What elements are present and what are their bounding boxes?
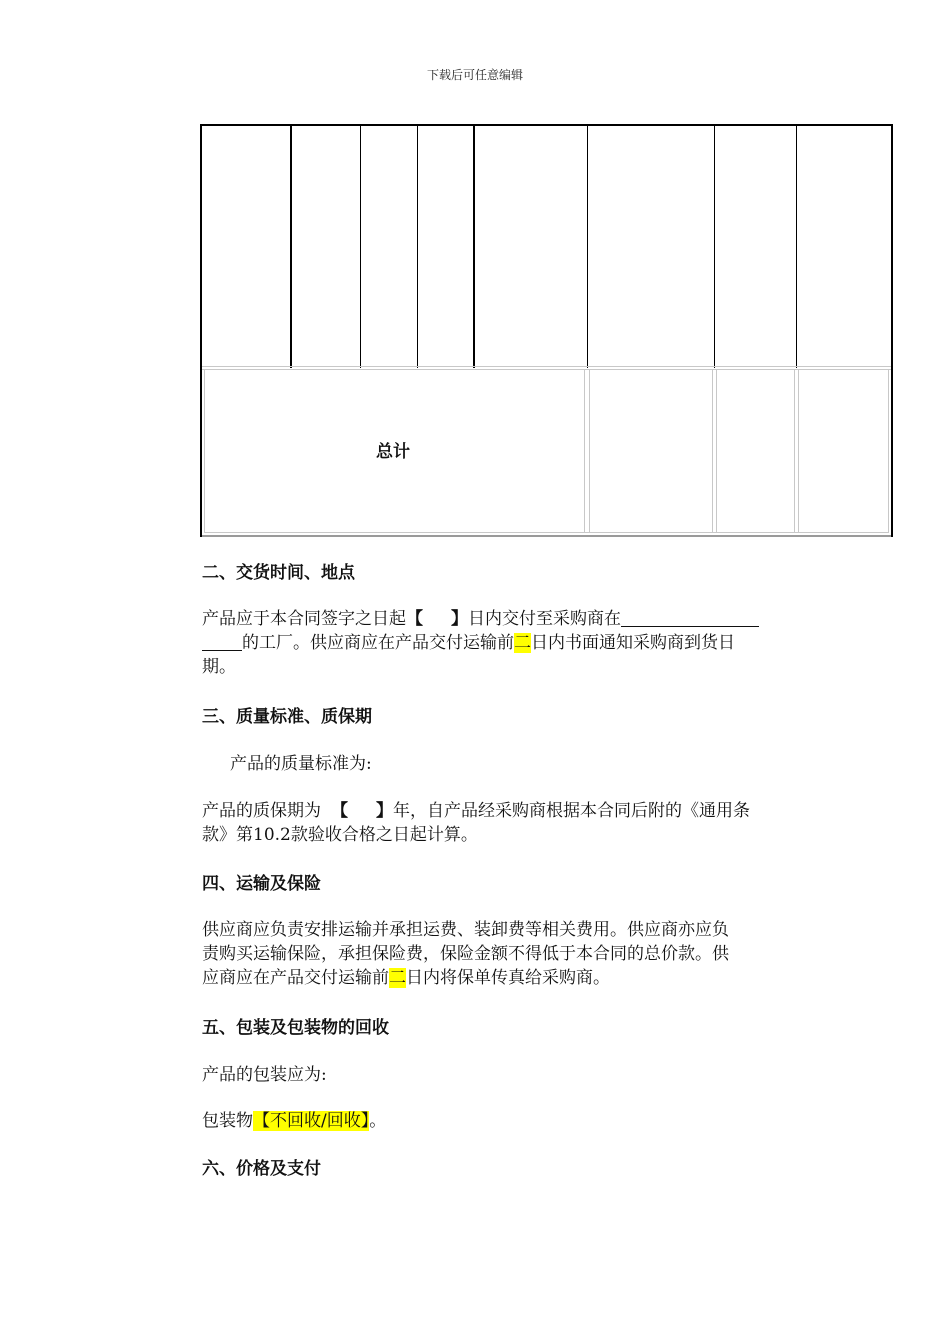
warranty-line-2: 款》第10.2款验收合格之日起计算。 xyxy=(202,825,478,845)
column-divider xyxy=(473,124,475,368)
column-divider xyxy=(290,124,292,368)
transport-line-3 xyxy=(202,966,802,990)
table-bottom-border xyxy=(202,535,891,537)
total-cell-border xyxy=(716,369,717,533)
packaging-text: 。 xyxy=(369,1111,387,1131)
transport-text: 日内将保单传真给采购商。 xyxy=(406,968,610,988)
table-right-border xyxy=(891,124,893,537)
column-divider xyxy=(587,124,588,368)
packaging-line-2 xyxy=(202,1109,802,1133)
total-label: 总计 xyxy=(376,442,410,462)
delivery-text: 的工厂。供应商应在产品交付运输前 xyxy=(242,633,514,653)
highlight-days: 二 xyxy=(514,633,531,653)
section-heading-transport: 四、运输及保险 xyxy=(202,874,321,894)
column-divider xyxy=(417,124,418,368)
section-heading-delivery: 二、交货时间、地点 xyxy=(202,563,355,583)
transport-line-1: 供应商应负责安排运输并承担运费、装卸费等相关费用。供应商亦应负 xyxy=(202,920,729,940)
delivery-line-1 xyxy=(202,607,802,631)
bracket-open: 【 xyxy=(331,801,348,821)
delivery-paragraph xyxy=(202,607,802,679)
total-cell-border xyxy=(794,369,795,533)
transport-text: 应商应在产品交付运输前 xyxy=(202,968,389,988)
row-divider xyxy=(202,369,891,370)
total-cell-border xyxy=(584,369,585,533)
total-cell-border xyxy=(204,369,205,533)
page-header: 下载后可任意编辑 xyxy=(426,68,523,82)
row-divider xyxy=(202,366,891,367)
highlight-days: 二 xyxy=(389,968,406,988)
table-top-border xyxy=(200,124,893,126)
delivery-text: 产品应于本合同签字之日起 xyxy=(202,609,406,629)
column-divider xyxy=(714,124,715,368)
highlight-recycle-option: 【不回收/回收】 xyxy=(253,1111,370,1131)
column-divider xyxy=(796,124,797,368)
transport-paragraph xyxy=(202,918,802,990)
quality-standard: 产品的质量标准为: xyxy=(230,754,372,774)
delivery-line-3: 期。 xyxy=(202,657,236,677)
bracket-close: 】 xyxy=(376,801,393,821)
section-heading-packaging: 五、包装及包装物的回收 xyxy=(202,1018,389,1038)
location-blank-cont xyxy=(202,633,242,651)
product-table xyxy=(200,124,893,537)
total-cell-border xyxy=(712,369,713,533)
column-divider xyxy=(360,124,361,368)
table-left-border xyxy=(200,124,202,537)
transport-line-2: 责购买运输保险，承担保险费，保险金额不得低于本合同的总价款。供 xyxy=(202,944,729,964)
warranty-paragraph xyxy=(202,799,802,847)
total-row-bottom xyxy=(204,532,889,533)
packaging-line-1: 产品的包装应为: xyxy=(202,1065,327,1085)
section-heading-quality: 三、质量标准、质保期 xyxy=(202,707,372,727)
delivery-line-2 xyxy=(202,631,802,655)
warranty-text: 产品的质保期为 xyxy=(202,801,321,821)
delivery-text: 日内交付至采购商在 xyxy=(468,609,621,629)
total-cell-border xyxy=(589,369,590,533)
total-cell-border xyxy=(798,369,799,533)
delivery-text: 日内书面通知采购商到货日 xyxy=(531,633,735,653)
bracket-open: 【 xyxy=(406,609,423,629)
location-blank xyxy=(621,609,759,627)
warranty-text: 年，自产品经采购商根据本合同后附的《通用条 xyxy=(393,801,750,821)
total-cell-border xyxy=(888,369,889,533)
packaging-text: 包装物 xyxy=(202,1111,253,1131)
section-heading-price: 六、价格及支付 xyxy=(202,1159,321,1179)
warranty-line-1 xyxy=(202,799,802,823)
bracket-close: 】 xyxy=(451,609,468,629)
